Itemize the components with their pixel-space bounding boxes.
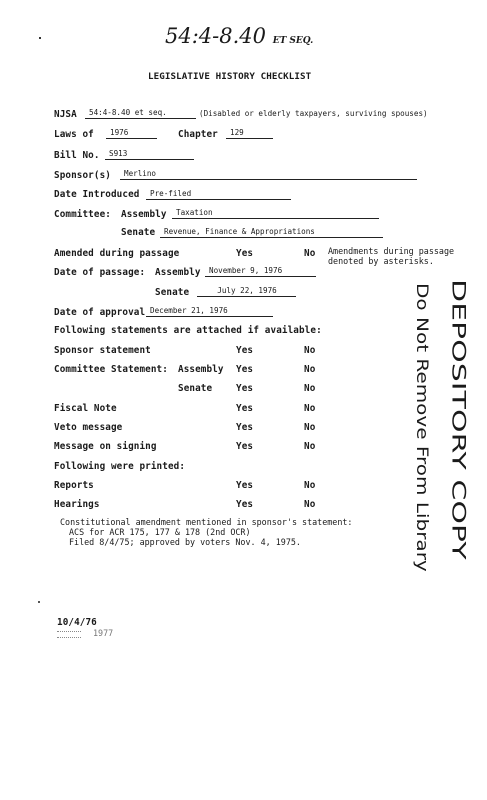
njsa-label: NJSA xyxy=(54,109,77,120)
margin-tick-mark xyxy=(39,37,41,39)
bill-no-label: Bill No. xyxy=(54,150,100,161)
sponsor-value: Merlino xyxy=(120,169,417,180)
handwritten-citation-number: 54:4-8.40 xyxy=(165,24,267,48)
amended-note-line1: Amendments during passage xyxy=(328,246,455,256)
committee-statement-assembly-no: No xyxy=(304,364,316,375)
laws-of-value: 1976 xyxy=(106,128,157,139)
amended-label: Amended during passage xyxy=(54,248,180,259)
passage-label: Date of passage: xyxy=(54,267,146,278)
committee-statement-assembly-yes: Yes xyxy=(236,364,254,375)
message-on-signing-label: Message on signing xyxy=(54,441,157,452)
committee-statement-senate-yes: Yes xyxy=(236,383,254,394)
committee-assembly-label: Assembly xyxy=(121,209,167,220)
depository-stamp-subtitle: Do Not Remove From Library xyxy=(413,283,432,572)
committee-senate-label: Senate xyxy=(121,227,156,238)
passage-assembly-label: Assembly xyxy=(155,267,201,278)
passage-senate-value: July 22, 1976 xyxy=(197,286,296,297)
laws-of-label: Laws of xyxy=(54,129,94,140)
veto-message-label: Veto message xyxy=(54,422,123,433)
bottom-faint-scribble xyxy=(57,631,81,638)
njsa-value: 54:4-8.40 et seq. xyxy=(85,108,196,119)
depository-stamp-title: DEPOSITORY COPY xyxy=(447,279,469,560)
sponsor-statement-label: Sponsor statement xyxy=(54,345,151,356)
passage-senate-label: Senate xyxy=(155,287,190,298)
committee-label: Committee: xyxy=(54,209,111,220)
approval-label: Date of approval xyxy=(54,307,146,318)
veto-message-yes: Yes xyxy=(236,422,254,433)
sponsor-statement-no: No xyxy=(304,345,316,356)
hearings-label: Hearings xyxy=(54,499,100,510)
sponsor-statement-yes: Yes xyxy=(236,345,254,356)
reports-label: Reports xyxy=(54,480,94,491)
reports-no: No xyxy=(304,480,316,491)
hearings-no: No xyxy=(304,499,316,510)
bill-no-value: S913 xyxy=(105,149,194,160)
printed-heading: Following were printed: xyxy=(54,461,186,472)
footnote-line3: Filed 8/4/75; approved by voters Nov. 4, 1975. xyxy=(69,537,301,547)
passage-assembly-value: November 9, 1976 xyxy=(205,266,316,277)
date-introduced-label: Date Introduced xyxy=(54,189,140,200)
committee-statement-senate-no: No xyxy=(304,383,316,394)
amended-yes: Yes xyxy=(236,248,254,259)
reports-yes: Yes xyxy=(236,480,254,491)
fiscal-note-no: No xyxy=(304,403,316,414)
fiscal-note-yes: Yes xyxy=(236,403,254,414)
committee-statement-label: Committee Statement: xyxy=(54,364,168,375)
approval-value: December 21, 1976 xyxy=(146,306,273,317)
message-on-signing-yes: Yes xyxy=(236,441,254,452)
date-introduced-value: Pre-filed xyxy=(146,189,291,200)
footnote-line2: ACS for ACR 175, 177 & 178 (2nd OCR) xyxy=(69,527,251,537)
committee-statement-assembly-label: Assembly xyxy=(178,364,224,375)
footnote-line1: Constitutional amendment mentioned in sponsor's statement: xyxy=(60,517,353,527)
bottom-date: 10/4/76 xyxy=(57,617,97,628)
committee-senate-value: Revenue, Finance & Appropriations xyxy=(160,227,383,238)
committee-assembly-value: Taxation xyxy=(172,208,379,219)
chapter-label: Chapter xyxy=(178,129,218,140)
handwritten-citation xyxy=(165,24,313,48)
veto-message-no: No xyxy=(304,422,316,433)
amended-note-line2: denoted by asterisks. xyxy=(328,256,434,266)
hearings-yes: Yes xyxy=(236,499,254,510)
sponsor-label: Sponsor(s) xyxy=(54,170,111,181)
amended-no: No xyxy=(304,248,316,259)
page-title: LEGISLATIVE HISTORY CHECKLIST xyxy=(148,71,312,82)
committee-statement-senate-label: Senate xyxy=(178,383,213,394)
chapter-value: 129 xyxy=(226,128,273,139)
handwritten-citation-suffix: ET SEQ. xyxy=(272,36,314,46)
message-on-signing-no: No xyxy=(304,441,316,452)
margin-dot xyxy=(38,601,40,603)
statements-heading: Following statements are attached if available: xyxy=(54,325,322,336)
fiscal-note-label: Fiscal Note xyxy=(54,403,117,414)
bottom-faint-mark: 1977 xyxy=(93,628,114,638)
njsa-note: (Disabled or elderly taxpayers, surviving spouses) xyxy=(199,109,428,118)
